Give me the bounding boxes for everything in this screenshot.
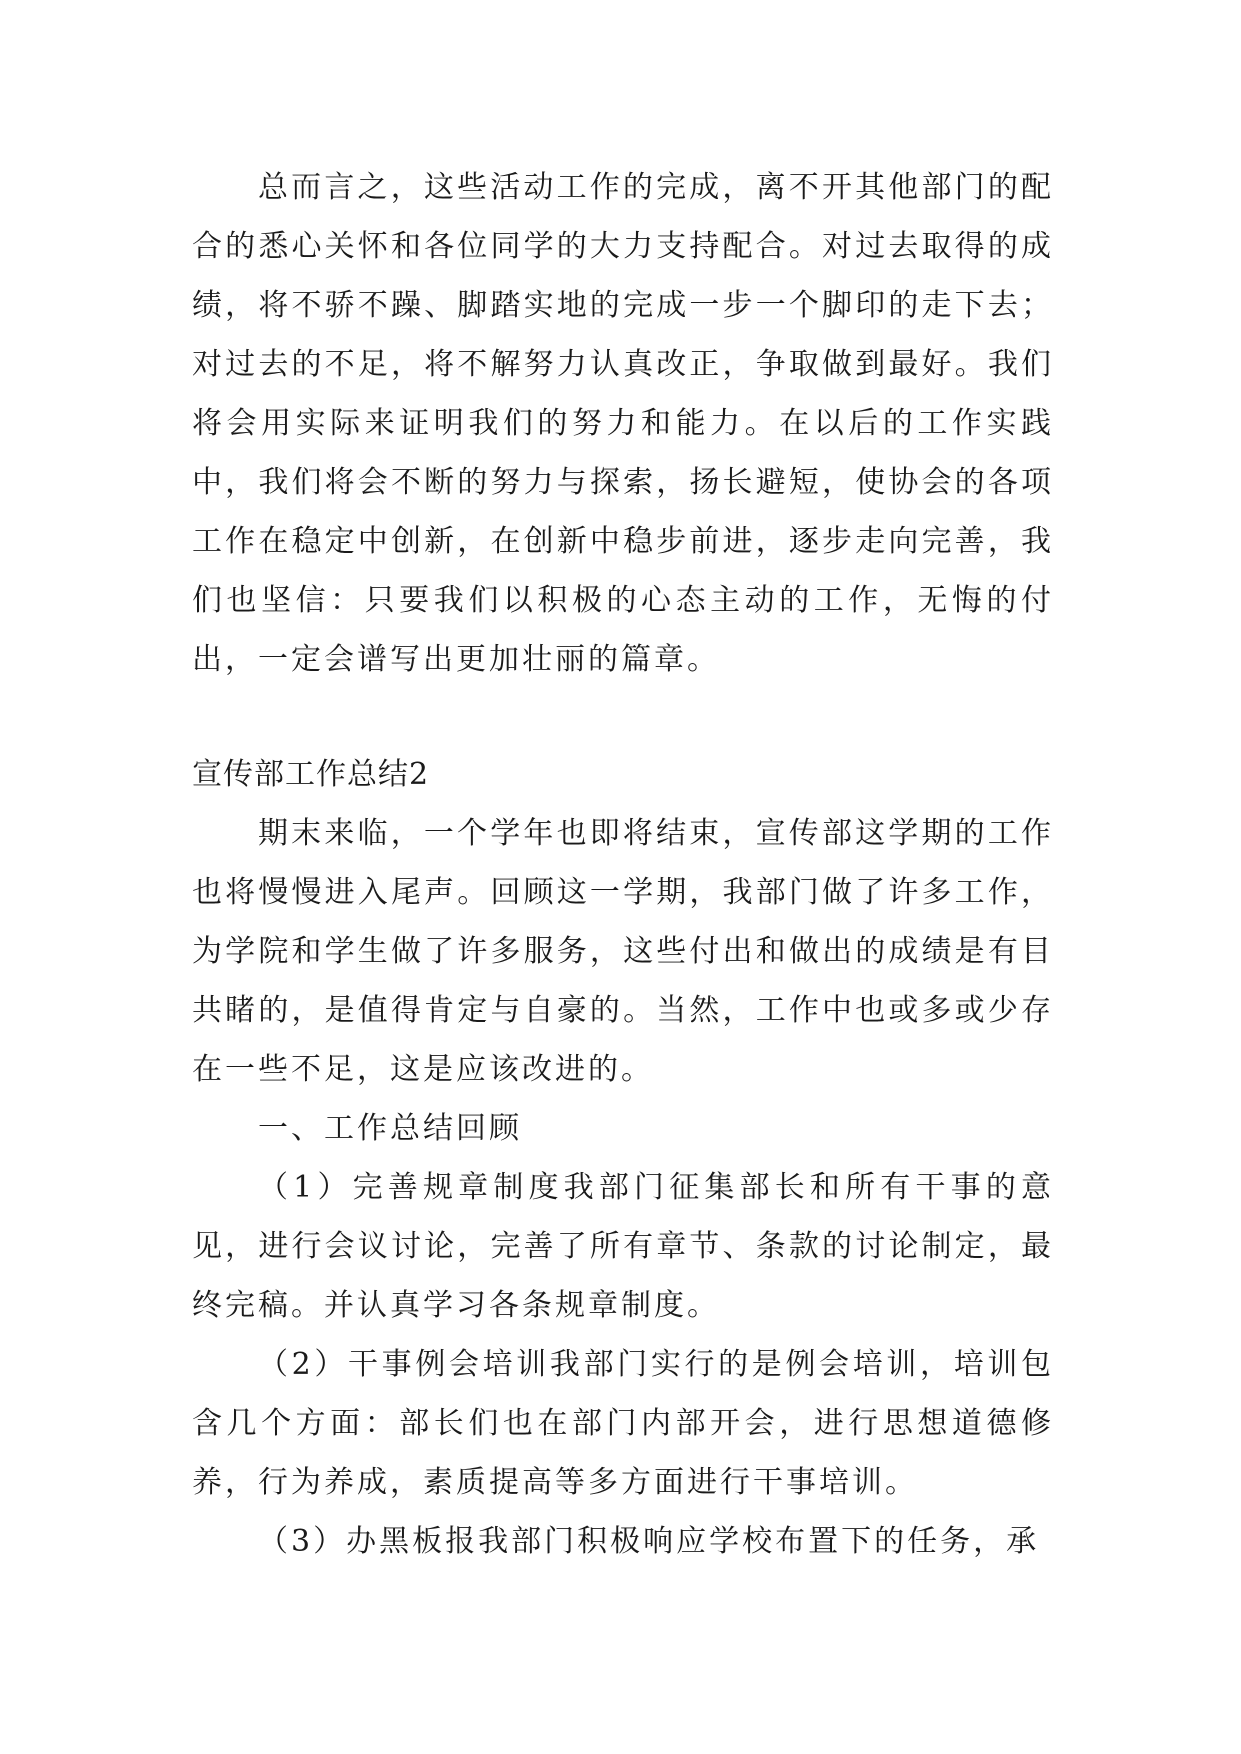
list-item-training: （2）干事例会培训我部门实行的是例会培训，培训包含几个方面：部长们也在部门内部开会，进行思想道德修养，行为养成，素质提高等多方面进行干事培训。 [192,1347,1054,1500]
heading-review: 一、工作总结回顾 [258,1111,522,1146]
paragraph-conclusion: 总而言之，这些活动工作的完成，离不开其他部门的配合的悉心关怀和各位同学的大力支持配合。对过去取得的成绩，将不骄不躁、脚踏实地的完成一步一个脚印的走下去；对过去的不足，将不解努力认真改正，争取做到最好。我们将会用实际来证明我们的努力和能力。在以后的工作实践中，我们将会不断的努力与探索，扬长避短，使协会的各项工作在稳定中创新，在创新中稳步前进，逐步走向完善，我们也坚信：只要我们以积极的心态主动的工作，无悔的付出，一定会谱写出更加壮丽的篇章。 [192,170,1054,677]
document-body [192,158,1054,1571]
list-item-rules: （1）完善规章制度我部门征集部长和所有干事的意见，进行会议讨论，完善了所有章节、条款的讨论制定，最终完稿。并认真学习各条规章制度。 [192,1170,1054,1323]
list-item-blackboard: （3）办黑板报我部门积极响应学校布置下的任务，承 [258,1524,1040,1559]
section-title: 宣传部工作总结2 [192,757,430,792]
section-spacer [192,689,1054,745]
paragraph-intro: 期末来临，一个学年也即将结束，宣传部这学期的工作也将慢慢进入尾声。回顾这一学期，我部门做了许多工作，为学院和学生做了许多服务，这些付出和做出的成绩是有目共睹的，是值得肯定与自豪的。当然，工作中也或多或少存在一些不足，这是应该改进的。 [192,816,1054,1087]
